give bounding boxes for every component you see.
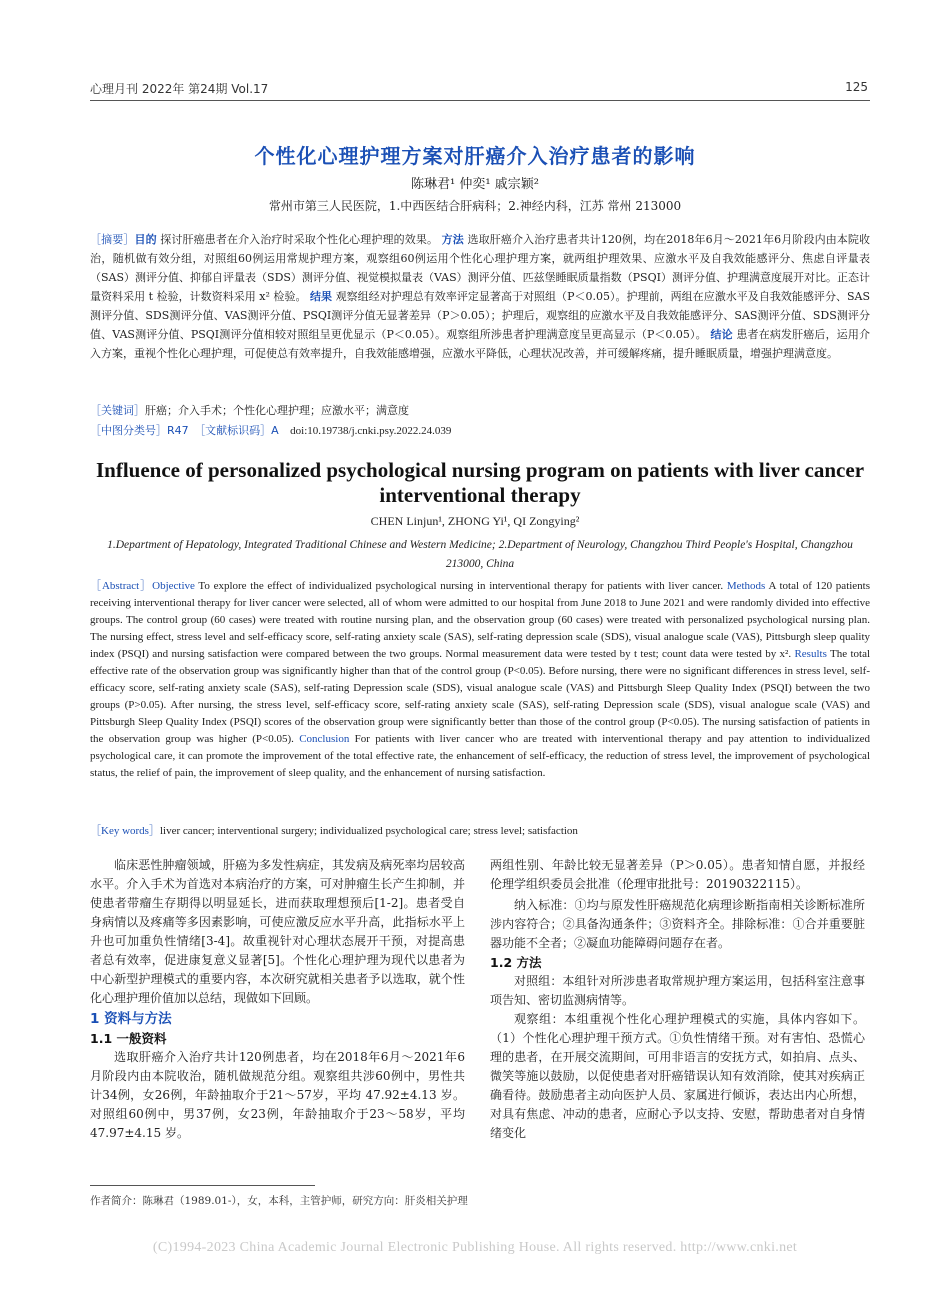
cn-classification	[90, 421, 870, 441]
section-heading-1-1: 1.1 一般资料	[90, 1031, 167, 1046]
cn-affiliation: 常州市第三人民医院，1.中西医结合肝病科；2.神经内科，江苏 常州 213000	[268, 199, 682, 213]
en-affiliation: 1.Department of Hepatology, Integrated Traditional Chinese and Western Medicine; 2.Department of Neurology, Changzhou Third People's Hospital, Changzhou 213000, China	[107, 539, 853, 570]
en-title: Influence of personalized psychological nursing program on patients with liver cancer interventional therapy	[95, 458, 865, 507]
en-conclusion-label: Conclusion	[299, 733, 350, 745]
observation-group-paragraph: 观察组：本组重视个性化心理护理模式的实施，具体内容如下。（1）个性化心理护理干预方式。①负性情绪干预。对有害怕、恐慌心理的患者，在开展交流期间，可用非语言的安抚方式，如拍肩、点头、微笑等施以鼓励，以促使患者对肝癌错误认知有效消除，使其对疾病正确看待。鼓励患者主动向医护人员、家属进行倾诉，表达出内心所想，对具有焦虑、冲动的患者，应耐心予以支持、安慰，帮助患者对自身情绪变化	[490, 1012, 865, 1140]
general-info-paragraph: 选取肝癌介入治疗共计120例患者，均在2018年6月～2021年6月阶段内由本院收治，随机做规范分组。观察组共涉60例中，男性共计34例，女26例，年龄抽取介于21～57岁，平均 47.92±4.13 岁。对照组60例中，男37例，女23例，年龄抽取介于23～58岁，平均 47.97±4.15 岁。	[90, 1050, 465, 1140]
en-results-label: Results	[794, 648, 827, 660]
control-group-paragraph: 对照组：本组针对所涉患者取常规护理方案运用，包括科室注意事项告知、密切监测病情等。	[490, 974, 865, 1007]
continuation-paragraph: 两组性别、年龄比较无显著差异（P＞0.05）。患者知情自愿，并报经伦理学组织委员会批准（伦理审批批号：20190322115）。	[490, 858, 865, 891]
en-abstract	[90, 578, 870, 782]
section-heading-1-2: 1.2 方法	[490, 955, 542, 970]
en-keywords-text: liver cancer; interventional surgery; individualized psychological care; stress level; satisfaction	[159, 825, 578, 837]
en-objective-label: Objective	[152, 580, 195, 592]
en-methods-text: A total of 120 patients receiving interventional therapy for liver cancer were selected, all of whom were admitted to our hospital from June 2018 to June 2021 and were randomly divided into effective groups. The control group (60 cases) were treated with routine nursing plan, and the observation group (60 cases) were treated with personalized psychological nursing plan. The nursing effect, stress level and self-efficacy score, self-rating anxiety scale (SAS), self-rating depression scale (SDS), visual analogue scale (VAS), Pittsburgh sleep quality index (PSQI) and nursing satisfaction were compared between the two groups. Normal measurement data were tested by t test; count data were tested by x².	[90, 580, 871, 660]
cn-title: 个性化心理护理方案对肝癌介入治疗患者的影响	[254, 144, 696, 168]
cn-doi: doi:10.19738/j.cnki.psy.2022.24.039	[290, 425, 452, 437]
body-left-column	[90, 856, 465, 1143]
cn-clc-label: ［中图分类号］R47 ［文献标识码］A	[90, 424, 279, 437]
cn-objective-text: 探讨肝癌患者在介入治疗时采取个性化心理护理的效果。	[160, 233, 439, 246]
cn-conclusion-label: 结论	[710, 328, 733, 341]
section-heading-1: 1 资料与方法	[90, 1011, 172, 1027]
copyright-watermark: (C)1994-2023 China Academic Journal Electronic Publishing House. All rights reserved. http://www.cnki.net	[152, 1240, 798, 1255]
body-right-column	[490, 856, 865, 1143]
cn-keywords-label: ［关键词］	[90, 404, 145, 417]
cn-keywords-text: 肝癌；介入手术；个性化心理护理；应激水平；满意度	[145, 404, 409, 417]
cn-conclusion-text: 患者在病发肝癌后，运用介入方案，重视个性化心理护理，可促使总有效率提升，自我效能感增强，应激水平降低，心理状况改善，并可缓解疼痛，提升睡眠质量，增强护理满意度。	[90, 328, 871, 360]
intro-paragraph: 临床恶性肿瘤领域，肝癌为多发性病症，其发病及病死率均居较高水平。介入手术为首选对本病治疗的方案，可对肿瘤生长产生抑制，并使患者带瘤生存期得以明显延长，进而获取理想预后[1-2]。患者受自身病情以及疼痛等多因素影响，可使应激反应水平升高，此指标水平上升也可加重负性情绪[3-4]。故重视针对心理状态展开干预，对提高患者总有效率，促进康复意义显著[5]。个性化心理护理为现代以患者为中心新型护理模式的重要内容，本次研究就相关患者予以选取，就个性化心理护理价值加以总结，现做如下回顾。	[90, 858, 465, 1005]
en-results-text: The total effective rate of the observation group was significantly higher than that of the control group (P<0.05). Before nursing, there were no significant differences in stress level, self-efficacy score, self-rating anxiety scale (SAS), self-rating Depression scale (SDS), visual analogue scale (VAS) and Pittsburgh Sleep Quality Index (PSQI) between the two groups (P>0.05). After nursing, the stress level, self-efficacy score, self-rating anxiety scale (SAS), self-rating Depression scale (SDS), visual analogue scale (VAS) and Pittsburgh Sleep Quality Index (PSQI) scores of the observation group were significantly better than those of the control group (P<0.05). The nursing satisfaction of patients in the observation group was higher (P<0.05).	[90, 648, 871, 745]
cn-abstract	[90, 230, 870, 363]
criteria-paragraph: 纳入标准：①均与原发性肝癌规范化病理诊断指南相关诊断标准所涉内容符合；②具备沟通条件；③资料齐全。排除标准：①合并重要脏器功能不全者；②凝血功能障碍问题存在者。	[490, 898, 865, 950]
cn-results-label: 结果	[310, 290, 333, 303]
cn-results-text: 观察组经对护理总有效率评定显著高于对照组（P＜0.05）。护理前，两组在应激水平及自我效能感评分、SAS测评分值、SDS测评分值、VAS测评分值、PSQI测评分值无显著差异（P＞0.05）；护理后，观察组的应激水平及自我效能感评分、SAS测评分值、SDS测评分值、VAS测评分值、PSQI测评分值相较对照组呈更优显示（P＜0.05）。观察组所涉患者护理满意度呈更高显示（P＜0.05）。	[90, 290, 871, 341]
cn-abstract-label: ［摘要］	[90, 233, 135, 246]
cn-objective-label: 目的	[134, 233, 157, 246]
cn-authors: 陈琳君¹ 仲奕¹ 戚宗颖²	[411, 177, 539, 192]
en-keywords	[90, 823, 870, 840]
page-number: 125	[845, 80, 868, 94]
cn-keywords	[90, 401, 870, 420]
en-abstract-label: ［Abstract］	[90, 580, 153, 592]
en-conclusion-text: For patients with liver cancer who are treated with interventional therapy and pay attention to individualized psychological care, it can promote the improvement of the total effective rate, the enhancement of self-efficacy, the reduction of stress level, the improvement of psychological status, the relief of pain, the improvement of sleep quality, and the enhancement of nursing satisfaction.	[90, 733, 871, 779]
en-keywords-label: ［Key words］	[90, 825, 160, 837]
cn-methods-text: 选取肝癌介入治疗患者共计120例，均在2018年6月～2021年6月阶段内由本院收治，随机做有效分组，对照组60例运用常规护理方案，观察组60例运用个性化心理护理方案，就两组护理效果、应激水平及自我效能感评分、焦虑自评量表（SAS）测评分值、抑郁自评量表（SDS）测评分值、视觉模拟量表（VAS）测评分值、匹兹堡睡眠质量指数（PSQI）测评分值、护理满意度展开对比。正态计量资料采用 t 检验，计数资料采用 x² 检验。	[90, 233, 871, 303]
en-objective-text: To explore the effect of individualized psychological nursing in interventional therapy for patients with liver cancer.	[198, 580, 724, 592]
en-methods-label: Methods	[726, 580, 766, 592]
running-header: 心理月刊 2022年 第24期 Vol.17	[90, 82, 269, 96]
cn-methods-label: 方法	[441, 233, 464, 246]
author-footnote: 作者简介：陈琳君（1989.01-），女，本科，主管护师，研究方向：肝炎相关护理	[90, 1195, 468, 1207]
header-rule	[90, 100, 870, 101]
en-authors: CHEN Linjun¹, ZHONG Yi¹, QI Zongying²	[370, 514, 580, 528]
footnote-rule	[90, 1185, 315, 1186]
